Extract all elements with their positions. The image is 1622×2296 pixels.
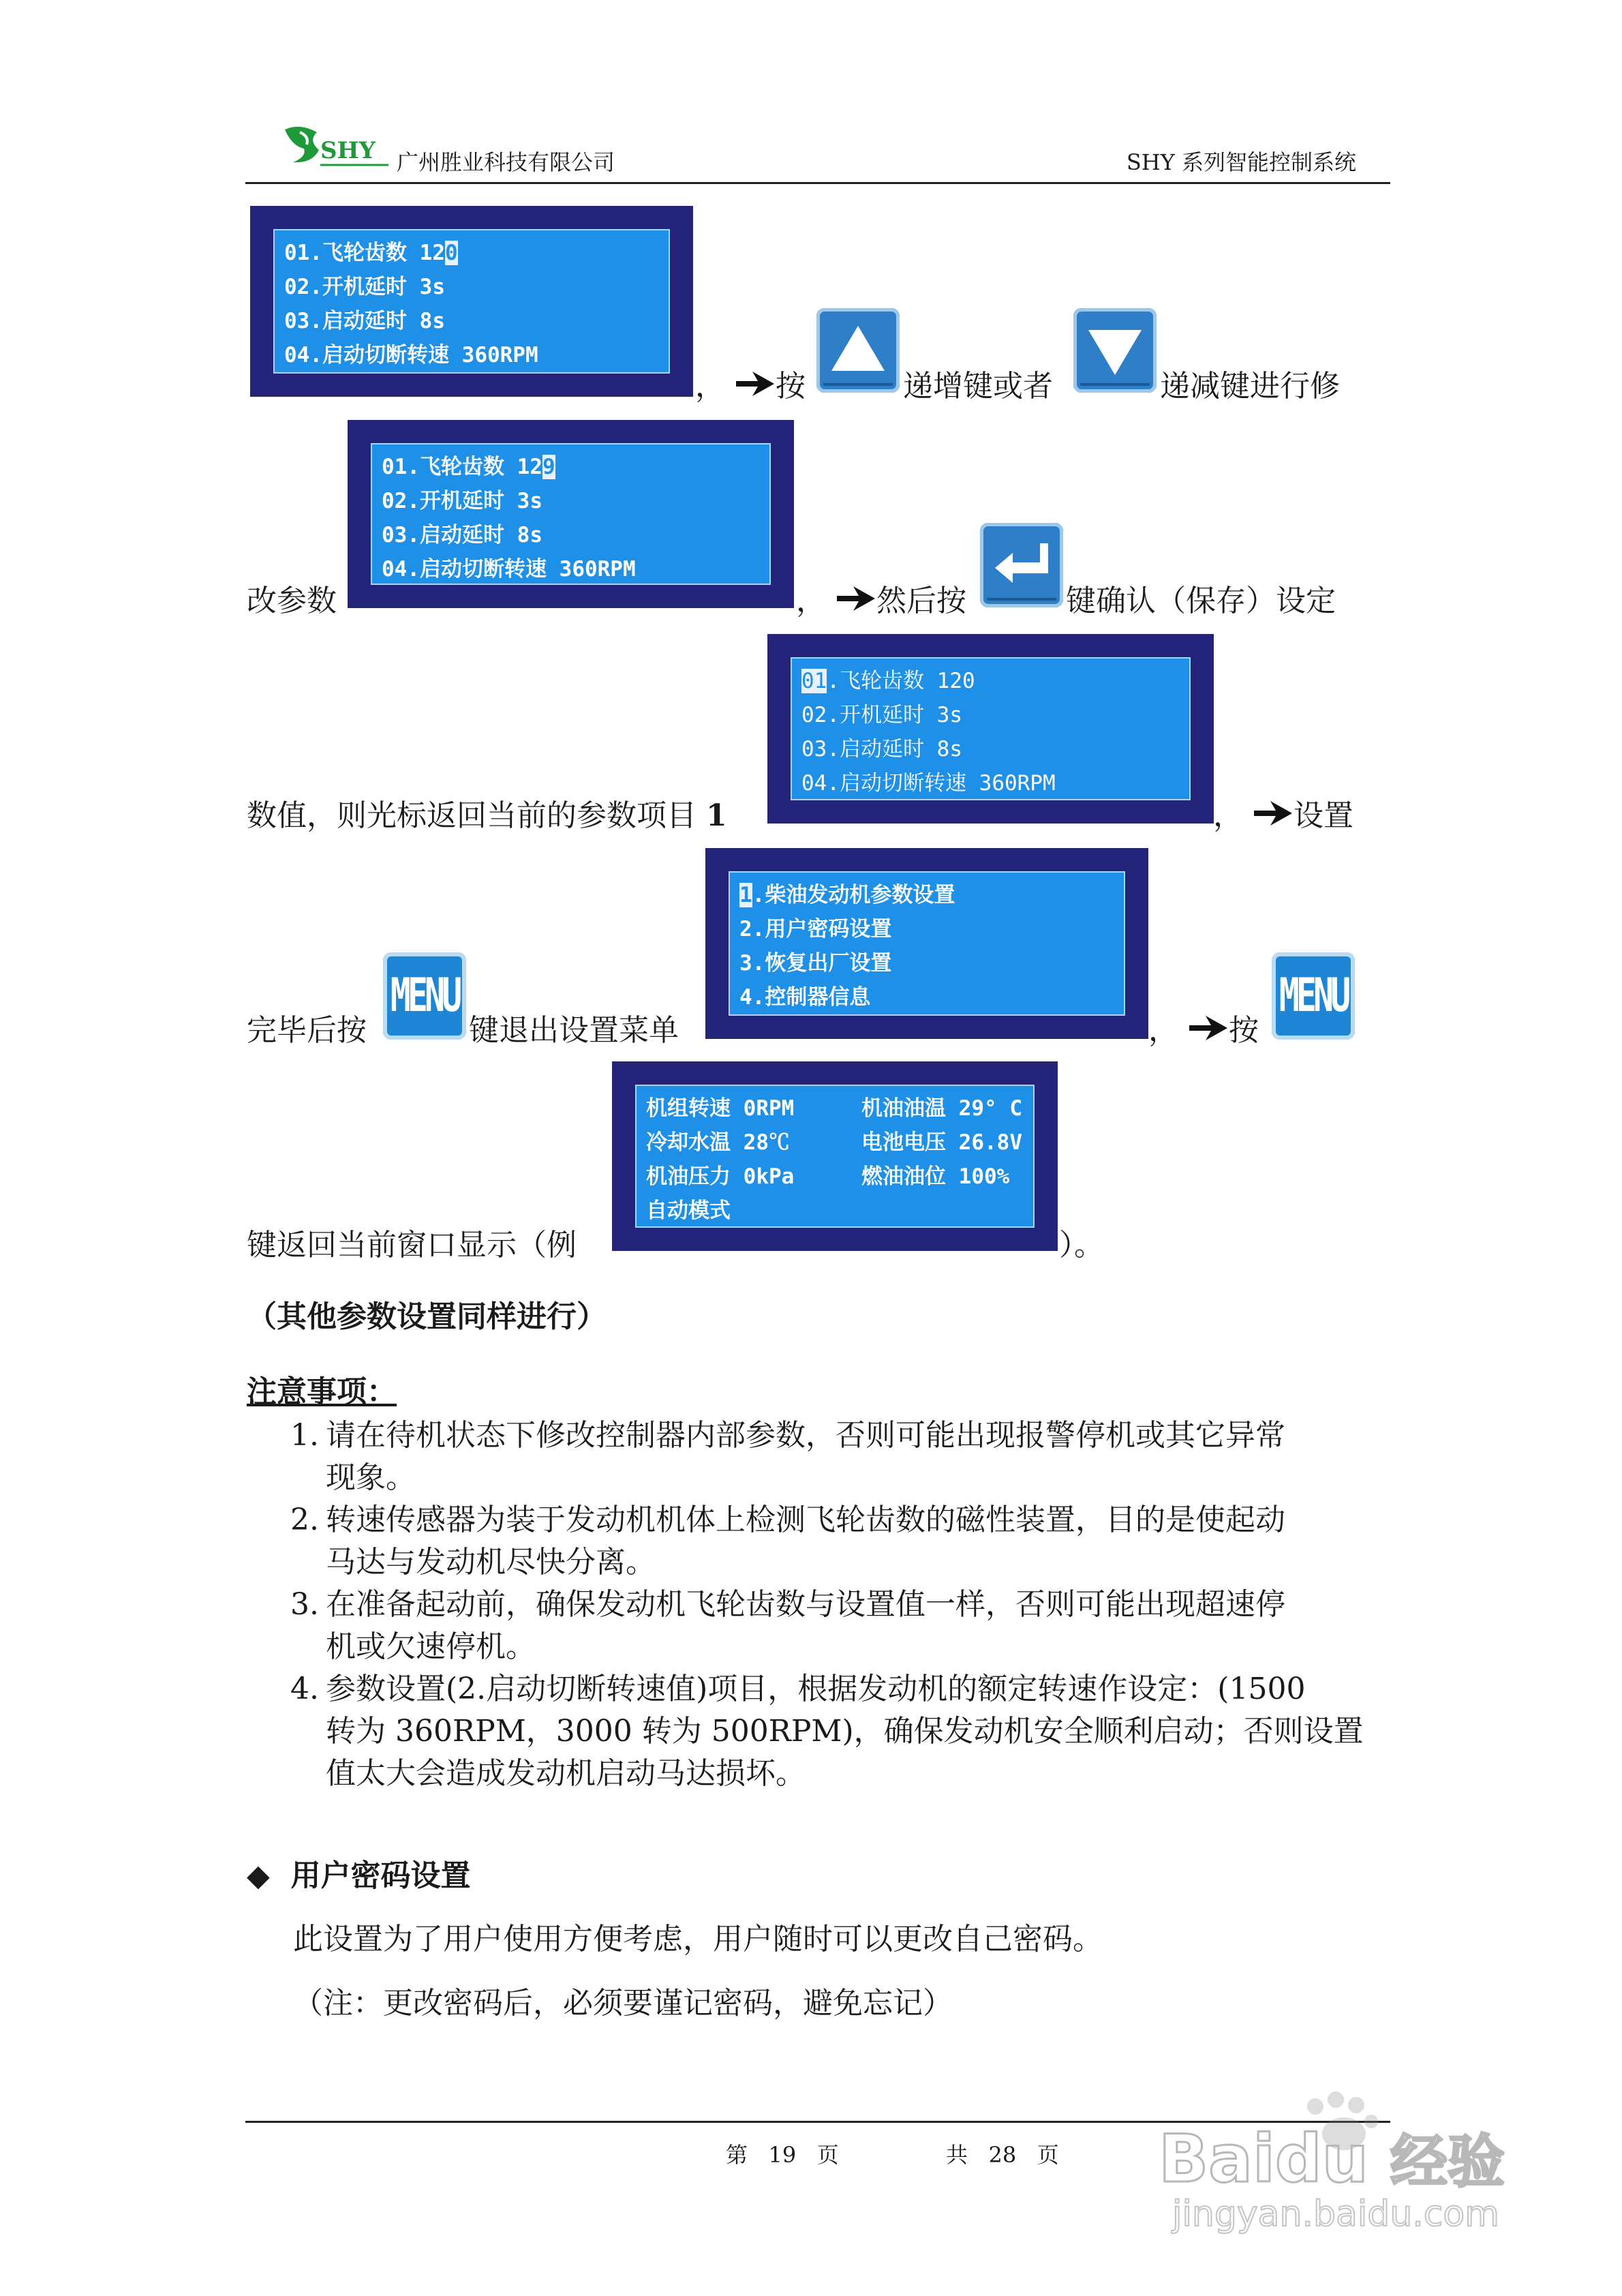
instruction-text: ， 按 <box>695 369 806 404</box>
lcd-row: 03.启动延时 8s <box>382 523 542 547</box>
other-params-note: （其他参数设置同样进行） <box>247 1299 607 1334</box>
lcd-row: 04.启动切断转速 360RPM <box>284 343 538 367</box>
up-key-icon <box>816 308 900 393</box>
lcd-row: 机油压力 0kPa 燃油油位 100% <box>646 1164 1010 1189</box>
notice-item: 2. 转速传感器为装于发动机机体上检测飞轮齿数的磁性装置，目的是使起动 马达与发动机尽快分离。 <box>290 1502 1285 1580</box>
lcd-cursor: 01 <box>801 669 827 693</box>
notice-title: 注意事项： <box>247 1374 397 1409</box>
instruction-text: 递增键或者 <box>903 369 1053 404</box>
lcd-row: 02.开机延时 3s <box>801 703 962 727</box>
header-divider <box>245 182 1390 184</box>
instruction-text: ， 然后按 <box>796 584 966 618</box>
arrow-right-icon <box>836 582 876 615</box>
lcd-screen-saved <box>767 634 1214 824</box>
svg-text:jingyan.baidu.com: jingyan.baidu.com <box>1172 2194 1499 2235</box>
instruction-text: 完毕后按 <box>247 1013 367 1048</box>
notice-item: 4. 参数设置(2.启动切断转速值)项目，根据发动机的额定转速作设定：(1500 转为 360RPM，3000 转为 500RPM)，确保发动机安全顺利启动；否则设置 值太大会造成发动机启动马达损坏。 <box>290 1672 1364 1791</box>
lcd-row: 01.飞轮齿数 120 <box>284 241 458 265</box>
instruction-text: 键退出设置菜单 <box>469 1013 679 1048</box>
svg-text:SHY: SHY <box>320 137 376 164</box>
lcd-row: 2.用户密码设置 <box>739 917 892 941</box>
menu-key-icon: MENU <box>1272 952 1355 1040</box>
lcd-screen-edited <box>348 420 794 608</box>
instruction-text: ）。 <box>1059 1228 1104 1263</box>
section-heading: ◆ 用户密码设置 <box>247 1858 471 1893</box>
baidu-watermark <box>1152 2086 1533 2236</box>
instruction-text: 键返回当前窗口显示（例 <box>247 1228 577 1263</box>
lcd-row: 机组转速 0RPM 机油油温 29° C <box>646 1096 1022 1121</box>
page-header <box>245 123 1390 184</box>
lcd-row: 冷却水温 28℃ 电池电压 26.8V <box>646 1130 1022 1155</box>
menu-key-icon: MENU <box>383 952 466 1040</box>
lcd-row: 1.柴油发动机参数设置 <box>739 883 955 907</box>
svg-text:经验: 经验 <box>1390 2128 1505 2195</box>
arrow-right-icon <box>1253 797 1294 830</box>
lcd-row: 自动模式 <box>646 1198 731 1223</box>
company-name: 广州胜业科技有限公司 <box>397 149 615 175</box>
lcd-cursor: 9 <box>542 455 555 479</box>
arrow-right-icon <box>1188 1012 1229 1044</box>
notice-item: 1. 请在待机状态下修改控制器内部参数，否则可能出现报警停机或其它异常 现象。 <box>290 1418 1285 1495</box>
instruction-text: 递减键进行修 <box>1160 369 1340 404</box>
lcd-screen-status <box>612 1061 1058 1251</box>
system-name: SHY 系列智能控制系统 <box>1126 149 1356 175</box>
lcd-row: 3.恢复出厂设置 <box>739 951 892 976</box>
lcd-row: 03.启动延时 8s <box>801 737 962 761</box>
company-logo <box>279 123 392 176</box>
lcd-row: 02.开机延时 3s <box>284 275 445 299</box>
lcd-row: 01.飞轮齿数 129 <box>382 455 555 479</box>
instruction-text: 改参数 <box>247 584 337 618</box>
diamond-bullet-icon: ◆ <box>247 1858 270 1893</box>
page-total: 共 28 页 <box>946 2142 1059 2168</box>
section-description: 此设置为了用户使用方便考虑，用户随时可以更改自己密码。 <box>293 1922 1103 1957</box>
down-key-icon <box>1073 308 1157 393</box>
lcd-screen-menu <box>705 848 1148 1039</box>
lcd-row: 4.控制器信息 <box>739 985 871 1010</box>
lcd-row: 03.启动延时 8s <box>284 309 445 333</box>
instruction-text: ， 设置 <box>1213 798 1353 833</box>
instruction-text: 数值，则光标返回当前的参数项目 1 <box>247 798 727 833</box>
notice-item: 3. 在准备起动前，确保发动机飞轮齿数与设置值一样，否则可能出现超速停 机或欠速停机。 <box>290 1587 1285 1664</box>
lcd-cursor: 0 <box>444 241 458 265</box>
svg-text:Baidu: Baidu <box>1159 2121 1368 2197</box>
lcd-row: 02.开机延时 3s <box>382 489 542 513</box>
enter-key-icon <box>980 523 1063 607</box>
section-note: （注：更改密码后，必须要谨记密码，避免忘记） <box>293 1986 953 2021</box>
lcd-row: 01.飞轮齿数 120 <box>801 669 975 693</box>
arrow-right-icon <box>735 367 776 400</box>
page-number: 第 19 页 <box>726 2142 839 2168</box>
lcd-cursor: 1 <box>739 883 752 907</box>
lcd-row: 04.启动切断转速 360RPM <box>382 557 636 581</box>
lcd-screen-editing <box>250 206 693 397</box>
lcd-row: 04.启动切断转速 360RPM <box>801 771 1056 796</box>
instruction-text: 键确认（保存）设定 <box>1066 584 1336 618</box>
instruction-text: ， 按 <box>1148 1013 1259 1048</box>
